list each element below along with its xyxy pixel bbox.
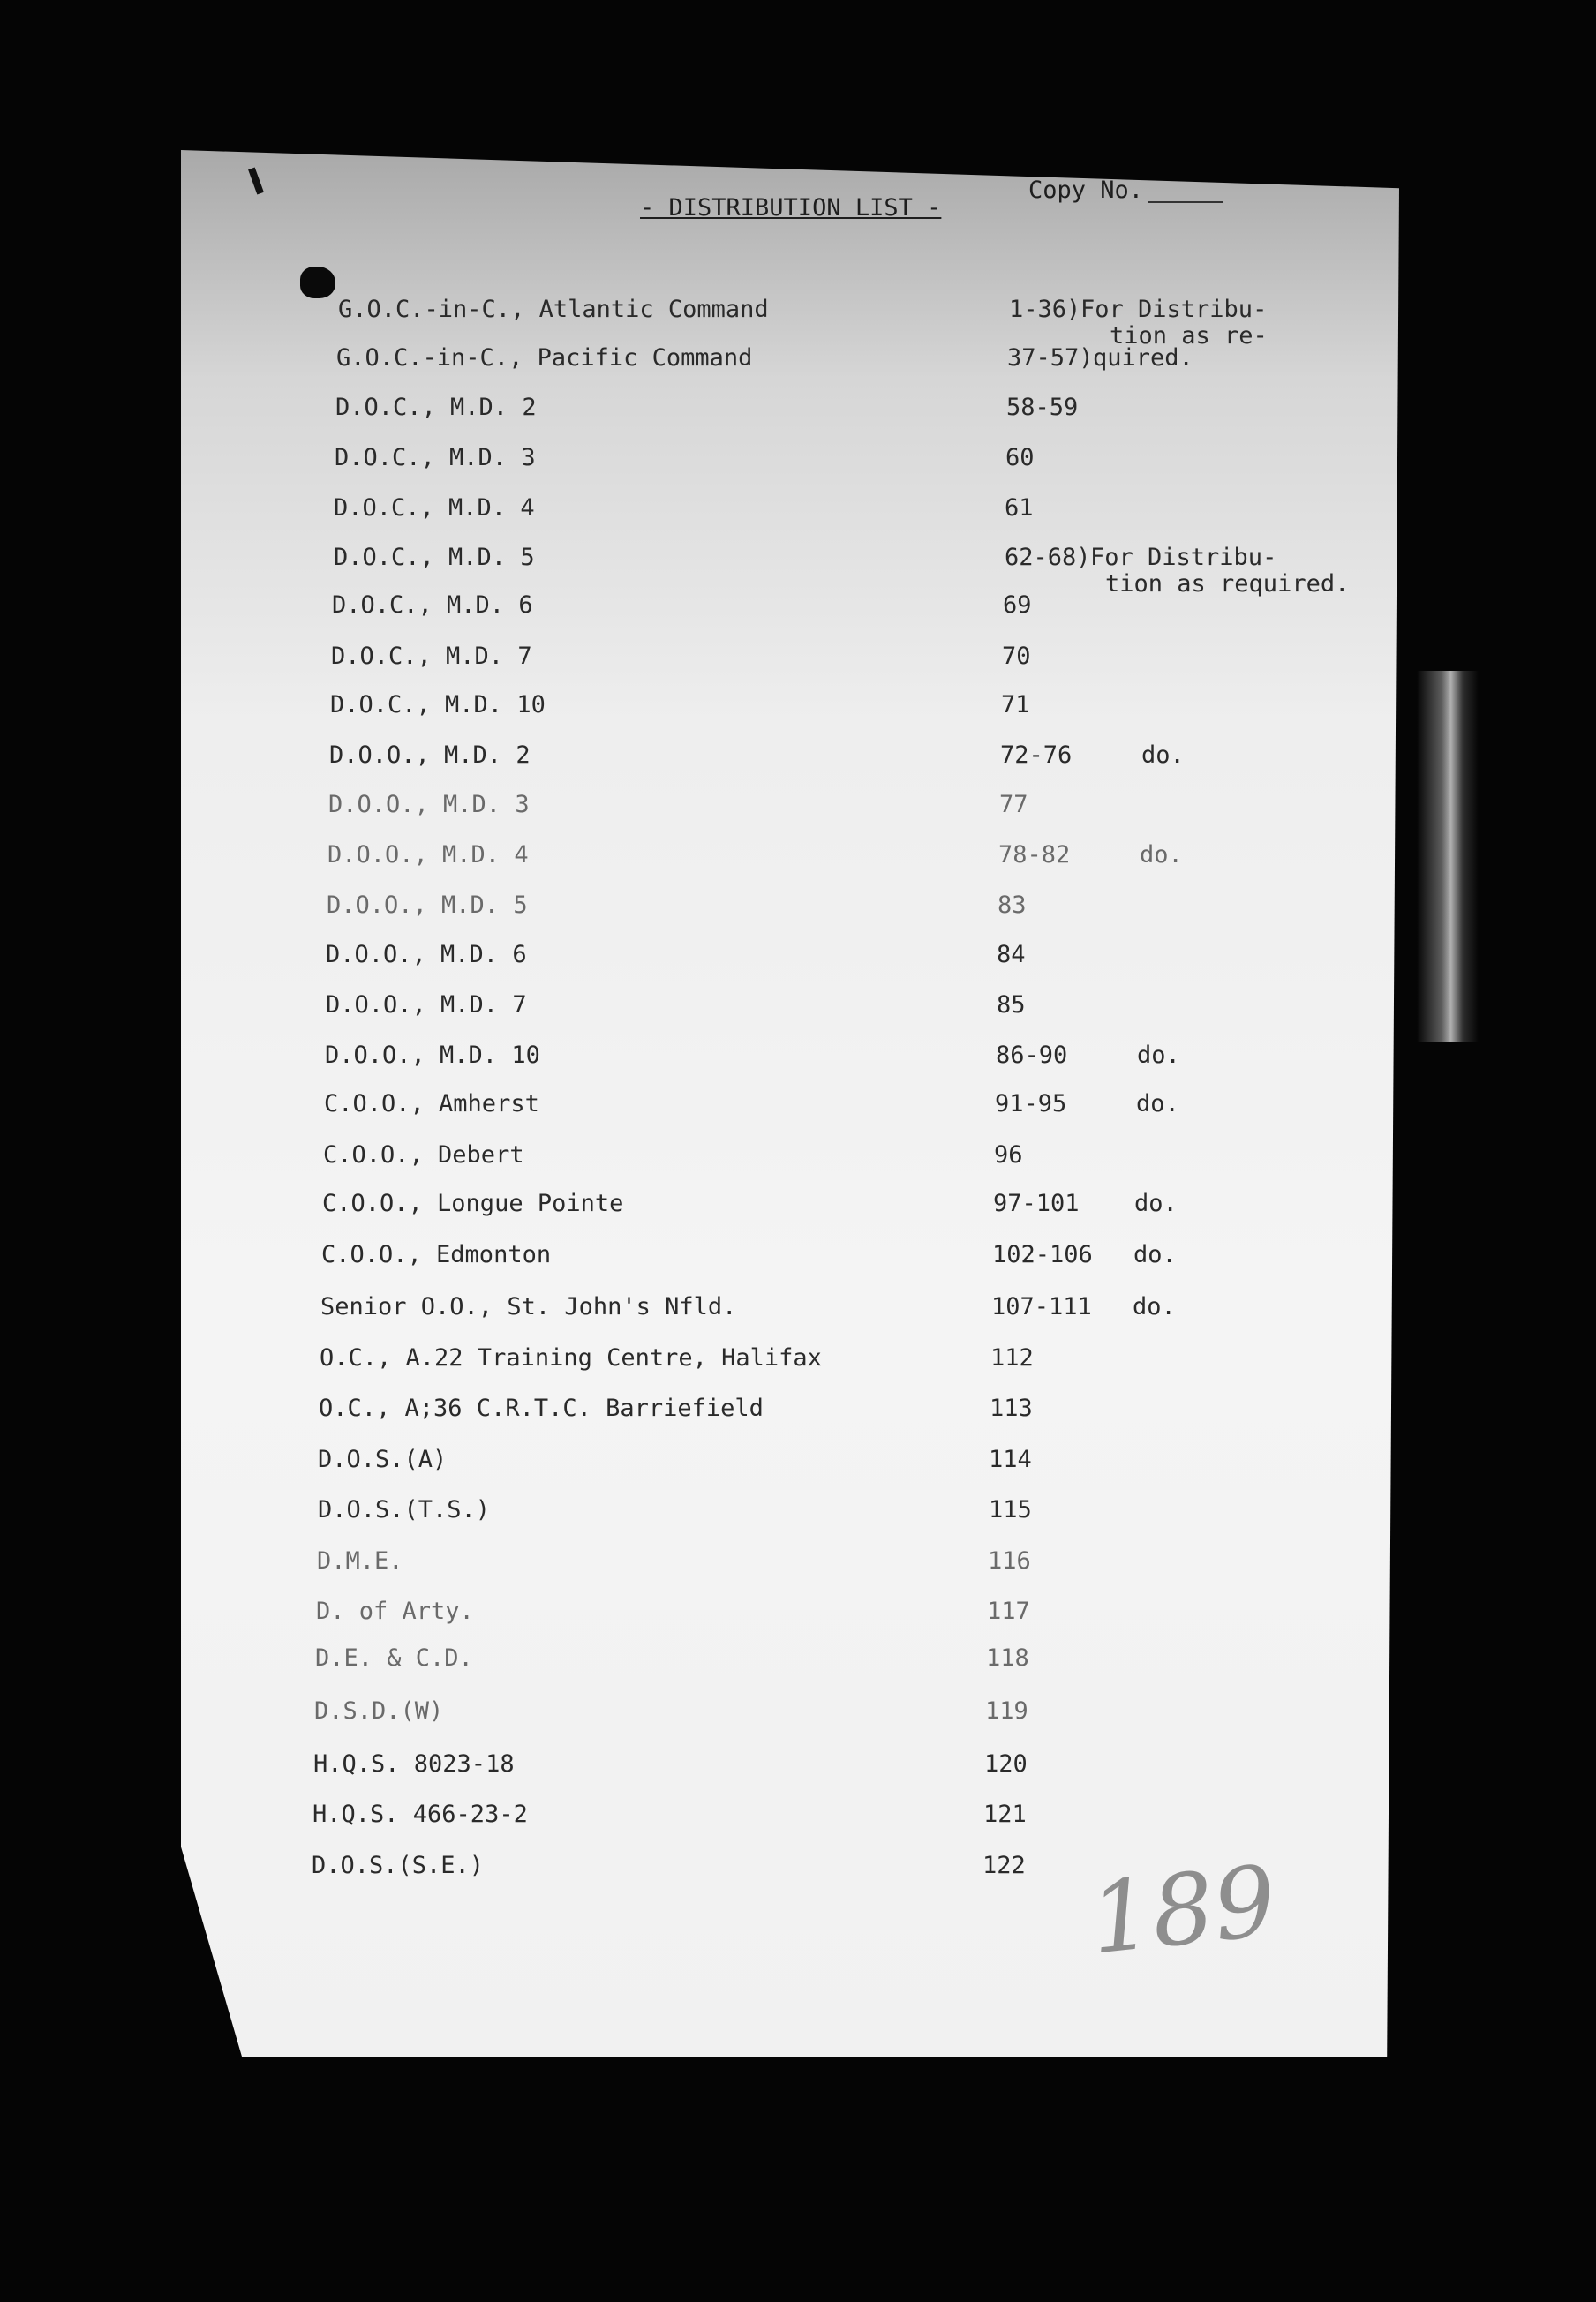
list-item-copy-numbers: 114 (989, 1446, 1032, 1473)
list-item-addressee: C.O.O., Amherst (324, 1090, 539, 1117)
list-item-copy-numbers: 58-59 (1006, 394, 1079, 421)
list-item-addressee: D.O.C., M.D. 4 (334, 494, 535, 522)
list-item-addressee: D.M.E. (317, 1547, 403, 1575)
list-item-addressee: H.Q.S. 8023-18 (313, 1750, 515, 1778)
list-item-copy-numbers: 83 (998, 891, 1027, 919)
list-item-copy-numbers: 107-111 (991, 1293, 1092, 1320)
list-item-copy-numbers: 72-76 (1000, 741, 1073, 769)
list-item-copy-numbers: 78-82 (998, 841, 1071, 869)
list-item-copy-numbers: 91-95 (995, 1090, 1067, 1117)
list-item-copy-numbers: 84 (997, 941, 1026, 968)
list-item-note: tion as re- (1110, 322, 1268, 350)
list-item-addressee: D.E. & C.D. (315, 1644, 473, 1672)
list-item-copy-numbers: 86-90 (996, 1042, 1068, 1069)
list-item-note: do. (1136, 1090, 1179, 1117)
list-item-copy-numbers: 85 (997, 991, 1026, 1019)
list-item-note: do. (1134, 1190, 1178, 1217)
list-item-note: do. (1137, 1042, 1180, 1069)
handwritten-page-number: 189 (1084, 1844, 1282, 1976)
list-item-note: do. (1133, 1293, 1176, 1320)
list-item-copy-numbers: 71 (1001, 691, 1030, 718)
list-item-addressee: C.O.O., Edmonton (321, 1241, 552, 1268)
list-item-addressee: D.O.O., M.D. 6 (326, 941, 527, 968)
list-item-note: For Distribu- (1090, 544, 1277, 571)
list-item-addressee: D.O.O., M.D. 2 (329, 741, 531, 769)
list-item-copy-numbers: 61 (1005, 494, 1034, 522)
list-item-addressee: G.O.C.-in-C., Pacific Command (336, 344, 753, 372)
list-item-copy-numbers: 62-68) (1005, 544, 1091, 571)
page-title: - DISTRIBUTION LIST - (640, 194, 942, 222)
list-item-copy-numbers: 122 (982, 1852, 1026, 1879)
list-item-copy-numbers: 69 (1003, 591, 1032, 619)
list-item-note: quired. (1093, 344, 1193, 372)
list-item-addressee: O.C., A.22 Training Centre, Halifax (320, 1344, 822, 1372)
list-item-addressee: D.O.C., M.D. 2 (335, 394, 537, 421)
list-item-copy-numbers: 60 (1005, 444, 1035, 471)
list-item-copy-numbers: 118 (986, 1644, 1029, 1672)
list-item-addressee: D.O.O., M.D. 5 (327, 891, 528, 919)
scan-edge-reflection (1417, 671, 1479, 1042)
list-item-addressee: C.O.O., Longue Pointe (322, 1190, 624, 1217)
list-item-copy-numbers: 115 (989, 1496, 1032, 1523)
list-item-addressee: D.O.C., M.D. 6 (332, 591, 533, 619)
list-item-addressee: D.O.O., M.D. 7 (326, 991, 527, 1019)
list-item-addressee: D.O.O., M.D. 3 (328, 791, 530, 818)
list-item-copy-numbers: 112 (990, 1344, 1034, 1372)
list-item-note: do. (1133, 1241, 1177, 1268)
list-item-copy-numbers: 96 (994, 1141, 1023, 1169)
list-item-copy-numbers: 102-106 (992, 1241, 1093, 1268)
list-item-copy-numbers: 120 (984, 1750, 1028, 1778)
list-item-copy-numbers: 77 (999, 791, 1028, 818)
list-item-addressee: D.O.C., M.D. 5 (334, 544, 535, 571)
list-item-copy-numbers: 119 (985, 1697, 1028, 1725)
list-item-copy-numbers: 1-36) (1009, 296, 1081, 323)
list-item-addressee: D.O.O., M.D. 10 (325, 1042, 540, 1069)
list-item-addressee: C.O.O., Debert (323, 1141, 524, 1169)
list-item-copy-numbers: 117 (987, 1598, 1030, 1625)
list-item-addressee: O.C., A;36 C.R.T.C. Barriefield (319, 1395, 764, 1422)
list-item-note: tion as required. (1105, 570, 1350, 598)
punch-hole-mark (300, 267, 335, 298)
list-item-addressee: D.O.S.(S.E.) (312, 1852, 485, 1879)
list-item-copy-numbers: 113 (990, 1395, 1033, 1422)
list-item-note: do. (1140, 841, 1183, 869)
list-item-copy-numbers: 116 (988, 1547, 1031, 1575)
list-item-addressee: D.O.S.(T.S.) (318, 1496, 491, 1523)
list-item-note: do. (1141, 741, 1185, 769)
list-item-addressee: D.O.C., M.D. 10 (330, 691, 546, 718)
list-item-addressee: H.Q.S. 466-23-2 (312, 1801, 528, 1828)
list-item-copy-numbers: 37-57) (1007, 344, 1094, 372)
list-item-addressee: D. of Arty. (316, 1598, 474, 1625)
list-item-addressee: D.O.C., M.D. 7 (331, 643, 532, 670)
list-item-addressee: G.O.C.-in-C., Atlantic Command (338, 296, 769, 323)
list-item-copy-numbers: 121 (983, 1801, 1027, 1828)
list-item-note: For Distribu- (1080, 296, 1268, 323)
list-item-copy-numbers: 70 (1002, 643, 1031, 670)
list-item-copy-numbers: 97-101 (993, 1190, 1080, 1217)
list-item-addressee: D.O.O., M.D. 4 (327, 841, 529, 869)
list-item-addressee: D.O.C., M.D. 3 (335, 444, 536, 471)
copy-number-label: Copy No. (1028, 177, 1144, 204)
list-item-addressee: D.S.D.(W) (314, 1697, 444, 1725)
list-item-addressee: D.O.S.(A) (318, 1446, 448, 1473)
list-item-addressee: Senior O.O., St. John's Nfld. (320, 1293, 737, 1320)
copy-number-blank (1148, 201, 1223, 203)
